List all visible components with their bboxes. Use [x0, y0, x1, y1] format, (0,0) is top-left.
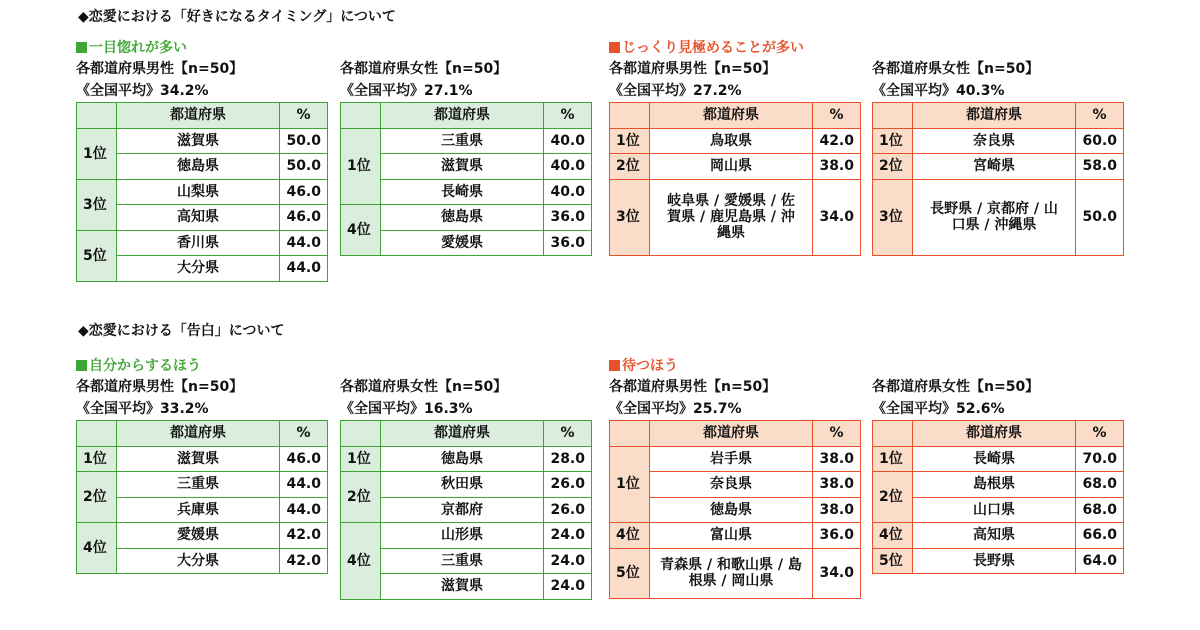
ranking-table — [340, 420, 592, 600]
table-row: 奈良県 38.0 — [610, 472, 861, 498]
national-average: 《全国平均》27.1% — [340, 83, 473, 99]
table-row: 3位 岐阜県 / 愛媛県 / 佐賀県 / 鹿児島県 / 沖縄県 34.0 — [610, 179, 861, 255]
national-average: 《全国平均》34.2% — [76, 83, 209, 99]
block-subtitle: 各都道府県女性【n=50】 — [872, 379, 1040, 395]
national-average: 《全国平均》52.6% — [872, 401, 1005, 417]
table-row: 1位 奈良県 60.0 — [873, 128, 1124, 154]
table-row: 高知県 46.0 — [77, 205, 328, 231]
table-header-row: 都道府県 % — [341, 103, 592, 129]
table-header-row: 都道府県 % — [77, 421, 328, 447]
table-row: 1位 鳥取県 42.0 — [610, 128, 861, 154]
block-subtitle: 各都道府県男性【n=50】 — [76, 61, 244, 77]
section-title-confession: ◆恋愛における「告白」について — [78, 323, 285, 339]
table-row: 4位 山形県 24.0 — [341, 523, 592, 549]
ranking-table — [872, 102, 1124, 256]
block-subtitle: 各都道府県女性【n=50】 — [340, 379, 508, 395]
table-row: 5位 香川県 44.0 — [77, 230, 328, 256]
section-title-timing: ◆恋愛における「好きになるタイミング」について — [78, 9, 396, 25]
square-icon — [76, 360, 87, 371]
category-label: 待つほう — [609, 356, 861, 376]
table-row: 兵庫県 44.0 — [77, 497, 328, 523]
table-row: 京都府 26.0 — [341, 497, 592, 523]
square-icon — [76, 42, 87, 53]
national-average: 《全国平均》33.2% — [76, 401, 209, 417]
table-row: 1位 岩手県 38.0 — [610, 446, 861, 472]
table-row: 5位 青森県 / 和歌山県 / 島根県 / 岡山県 34.0 — [610, 548, 861, 598]
table-row: 徳島県 50.0 — [77, 154, 328, 180]
block-confess-self-male — [76, 356, 328, 574]
table-row: 3位 長野県 / 京都府 / 山口県 / 沖縄県 50.0 — [873, 179, 1124, 255]
table-row: 3位 山梨県 46.0 — [77, 179, 328, 205]
block-first-sight-female — [340, 38, 592, 256]
category-label-empty — [872, 38, 1124, 58]
table-row: 滋賀県 40.0 — [341, 154, 592, 180]
table-row: 1位 滋賀県 46.0 — [77, 446, 328, 472]
table-row: 滋賀県 24.0 — [341, 574, 592, 600]
block-wait-male — [609, 356, 861, 599]
category-label: 自分からするほう — [76, 356, 328, 376]
block-subtitle: 各都道府県男性【n=50】 — [76, 379, 244, 395]
table-row: 愛媛県 36.0 — [341, 230, 592, 256]
table-row: 大分県 42.0 — [77, 548, 328, 574]
category-label-empty — [340, 356, 592, 376]
table-row: 1位 滋賀県 50.0 — [77, 128, 328, 154]
table-row: 山口県 68.0 — [873, 497, 1124, 523]
category-label: 一目惚れが多い — [76, 38, 328, 58]
ranking-table — [609, 420, 861, 599]
category-label: じっくり見極めることが多い — [609, 38, 861, 58]
table-row: 4位 高知県 66.0 — [873, 523, 1124, 549]
table-row: 徳島県 38.0 — [610, 497, 861, 523]
table-header-row: 都道府県 % — [873, 103, 1124, 129]
table-header-row: 都道府県 % — [873, 421, 1124, 447]
ranking-table — [76, 420, 328, 574]
table-row: 4位 富山県 36.0 — [610, 523, 861, 549]
block-subtitle: 各都道府県女性【n=50】 — [340, 61, 508, 77]
national-average: 《全国平均》27.2% — [609, 83, 742, 99]
block-subtitle: 各都道府県男性【n=50】 — [609, 61, 777, 77]
block-careful-male — [609, 38, 861, 256]
national-average: 《全国平均》40.3% — [872, 83, 1005, 99]
block-careful-female — [872, 38, 1124, 256]
block-wait-female — [872, 356, 1124, 574]
table-header-row: 都道府県 % — [341, 421, 592, 447]
table-header-row: 都道府県 % — [610, 421, 861, 447]
table-header-row: 都道府県 % — [610, 103, 861, 129]
national-average: 《全国平均》16.3% — [340, 401, 473, 417]
table-row: 長崎県 40.0 — [341, 179, 592, 205]
table-row: 2位 三重県 44.0 — [77, 472, 328, 498]
table-row: 1位 三重県 40.0 — [341, 128, 592, 154]
block-subtitle: 各都道府県女性【n=50】 — [872, 61, 1040, 77]
table-row: 大分県 44.0 — [77, 256, 328, 282]
table-row: 4位 愛媛県 42.0 — [77, 523, 328, 549]
ranking-table — [340, 102, 592, 256]
table-row: 5位 長野県 64.0 — [873, 548, 1124, 574]
table-header-row: 都道府県 % — [77, 103, 328, 129]
block-subtitle: 各都道府県男性【n=50】 — [609, 379, 777, 395]
square-icon — [609, 360, 620, 371]
table-row: 2位 宮崎県 58.0 — [873, 154, 1124, 180]
block-first-sight-male — [76, 38, 328, 282]
ranking-table — [76, 102, 328, 282]
table-row: 4位 徳島県 36.0 — [341, 205, 592, 231]
table-row: 1位 徳島県 28.0 — [341, 446, 592, 472]
table-row: 三重県 24.0 — [341, 548, 592, 574]
table-row: 1位 長崎県 70.0 — [873, 446, 1124, 472]
square-icon — [609, 42, 620, 53]
table-row: 2位 島根県 68.0 — [873, 472, 1124, 498]
table-row: 2位 岡山県 38.0 — [610, 154, 861, 180]
ranking-table — [609, 102, 861, 256]
ranking-table — [872, 420, 1124, 574]
national-average: 《全国平均》25.7% — [609, 401, 742, 417]
table-row: 2位 秋田県 26.0 — [341, 472, 592, 498]
category-label-empty — [340, 38, 592, 58]
category-label-empty — [872, 356, 1124, 376]
block-confess-self-female — [340, 356, 592, 600]
